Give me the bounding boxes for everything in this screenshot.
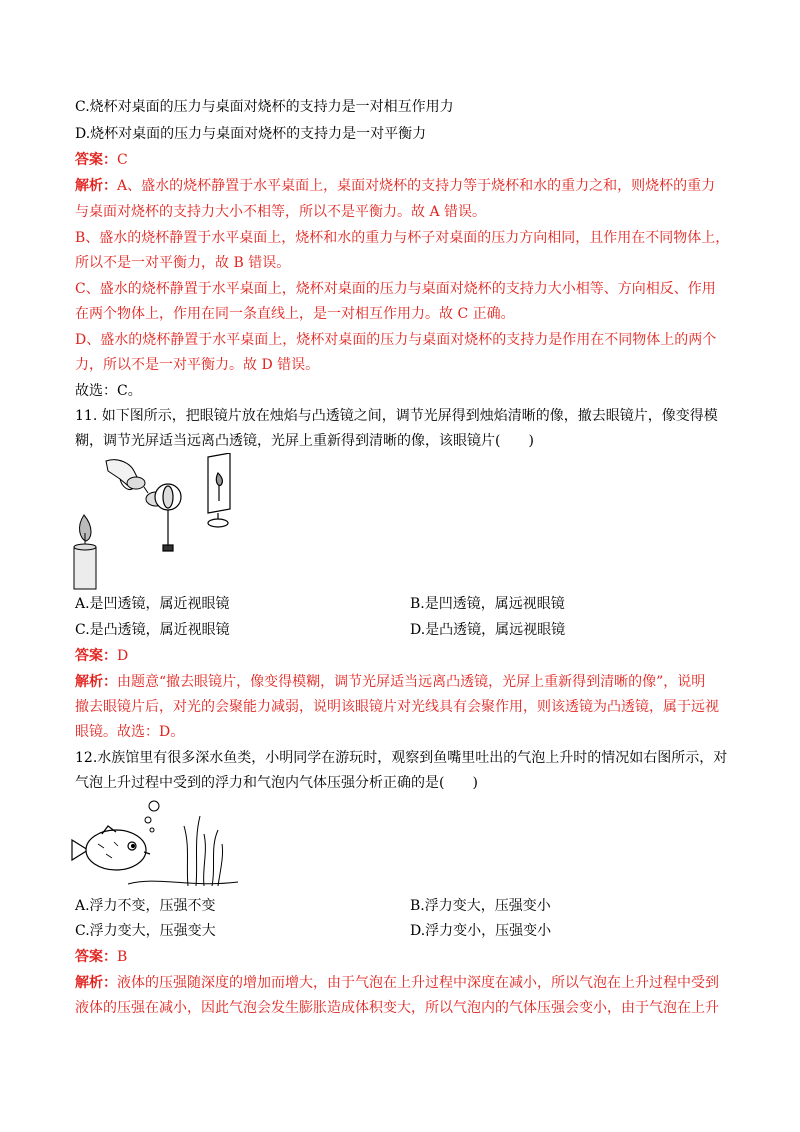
q10-answer	[75, 150, 735, 170]
q11-option-c: C.是凸透镜，属近视眼镜	[75, 622, 230, 638]
q10-option-d: D.烧杯对桌面的压力与桌面对烧杯的支持力是一对平衡力	[75, 126, 427, 142]
answer-label: 答案：	[75, 648, 117, 664]
fish-illustration	[72, 826, 150, 870]
optics-figure	[68, 453, 248, 593]
answer-label: 答案：	[75, 152, 117, 168]
q12-answer	[75, 947, 735, 967]
q12-option-c: C.浮力变大，压强变大	[75, 923, 216, 939]
q11-stem-line: 11. 如下图所示，把眼镜片放在烛焰与凸透镜之间，调节光屏得到烛焰清晰的像，撤去眼镜片，像变得模	[75, 408, 718, 424]
q12-option-b: B.浮力变大，压强变小	[410, 898, 551, 914]
q11-analysis-line: 解析：由题意“撤去眼镜片，像变得模糊，调节光屏适当远离凸透镜，光屏上重新得到清晰的像”，说明	[75, 674, 706, 690]
q10-analysis-line: 力，所以不是一对平衡力。故 D 错误。	[75, 357, 320, 373]
q10-analysis-line: B、盛水的烧杯静置于水平桌面上，烧杯和水的重力与杯子对桌面的压力方向相同，且作用在不同物体上，	[75, 230, 730, 246]
q11-analysis-line: 撤去眼镜片后，对光的会聚能力减弱，说明该眼镜片对光线具有会聚作用，则该透镜为凸透镜，属于远视	[75, 699, 719, 715]
q10-analysis-line: 解析：A、盛水的烧杯静置于水平桌面上，桌面对烧杯的支持力等于烧杯和水的重力之和，则烧杯的重力	[75, 178, 716, 194]
q10-option-c: C.烧杯对桌面的压力与桌面对烧杯的支持力是一对相互作用力	[75, 99, 454, 115]
q10-analysis-line: 在两个物体上，作用在同一条直线上，是一对相互作用力。故 C 正确。	[75, 306, 515, 322]
analysis-label: 解析：	[75, 674, 117, 690]
q12-stem-line: 12.水族馆里有很多深水鱼类，小明同学在游玩时，观察到鱼嘴里吐出的气泡上升时的情况如右图所示，对	[75, 750, 728, 766]
q10-analysis-line: D、盛水的烧杯静置于水平桌面上，烧杯对桌面的压力与桌面对烧杯的支持力是作用在不同物体上的两个	[75, 332, 717, 348]
q10-analysis-line: 所以不是一对平衡力，故 B 错误。	[75, 255, 291, 271]
q11-option-a: A.是凹透镜，属近视眼镜	[75, 596, 230, 612]
q10-conclusion: 故选：C。	[75, 383, 142, 399]
answer-value: D	[117, 648, 129, 664]
analysis-label: 解析：	[75, 975, 117, 991]
q12-analysis-line: 解析：液体的压强随深度的增加而增大，由于气泡在上升过程中深度在减小，所以气泡在上升过程中受到	[75, 975, 719, 991]
seabed-line	[128, 881, 238, 884]
answer-label: 答案：	[75, 949, 117, 965]
q11-stem-line: 糊，调节光屏适当远离凸透镜，光屏上重新得到清晰的像，该眼镜片( )	[75, 433, 534, 449]
q12-option-a: A.浮力不变，压强不变	[75, 898, 216, 914]
analysis-label: 解析：	[75, 178, 117, 194]
seaweed-illustration	[184, 816, 223, 886]
answer-value: B	[117, 949, 128, 965]
q12-stem-line: 气泡上升过程中受到的浮力和气泡内气体压强分析正确的是( )	[75, 775, 478, 791]
answer-value: C	[117, 152, 128, 168]
q11-answer	[75, 646, 735, 666]
q10-analysis-line: C、盛水的烧杯静置于水平桌面上，烧杯对桌面的压力与桌面对烧杯的支持力大小相等、方向相反、作用	[75, 281, 716, 297]
convex-lens-illustration	[155, 484, 181, 551]
bubble-illustration	[145, 801, 159, 832]
q11-option-b: B.是凹透镜，属远视眼镜	[410, 596, 565, 612]
light-screen-illustration	[208, 453, 230, 527]
q10-analysis-line: 与桌面对烧杯的支持力大小不相等，所以不是平衡力。故 A 错误。	[75, 204, 487, 220]
candle-illustration	[74, 515, 96, 589]
q12-option-d: D.浮力变小，压强变小	[410, 923, 552, 939]
q12-analysis-line: 液体的压强在减小，因此气泡会发生膨胀造成体积变大，所以气泡内的气体压强会变小，由于气泡在上升	[75, 1000, 719, 1016]
fish-bubbles-figure	[68, 796, 248, 892]
q11-analysis-line: 眼镜。故选：D。	[75, 724, 185, 740]
q11-option-d: D.是凸透镜，属远视眼镜	[410, 622, 566, 638]
